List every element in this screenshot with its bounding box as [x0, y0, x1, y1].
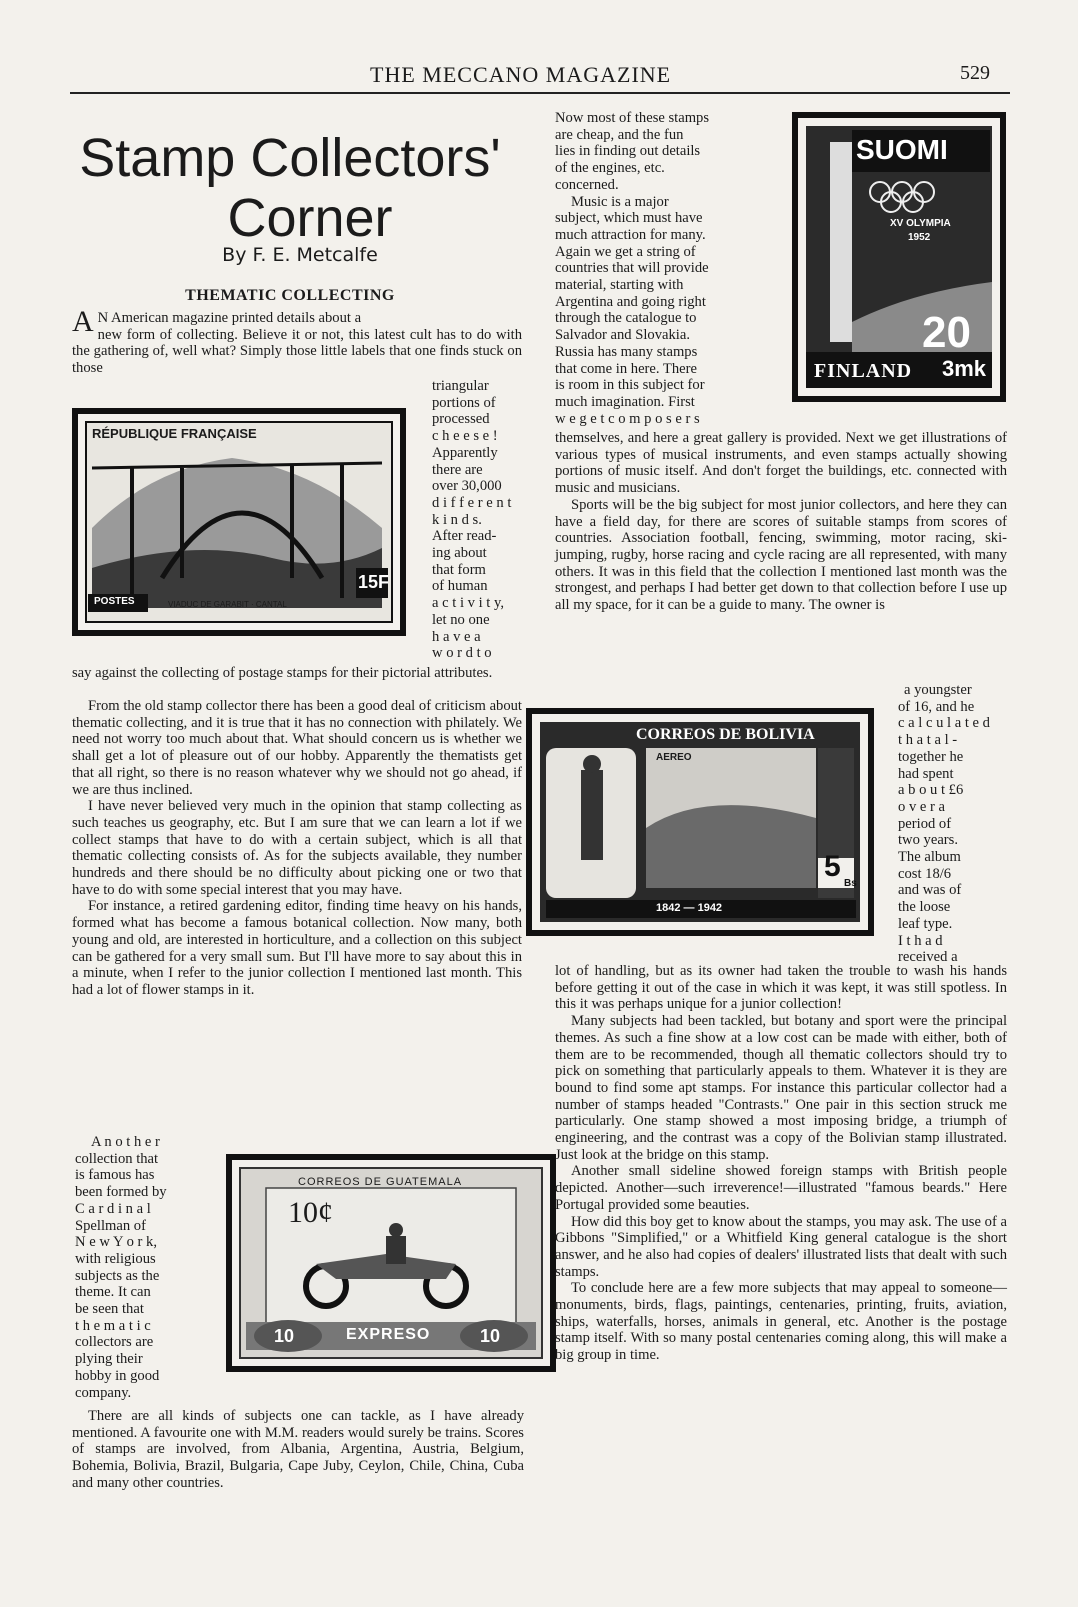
col2-paragraph-3-end: lot of handling, but as its owner had taken the trouble to wash his hands before getting it out of the case in which it was kept, it was still spotless. In this it was perhaps unique for a junior collection! [555, 963, 1007, 1013]
article-title [70, 128, 510, 248]
stamp-guatemala-corner-left: 10 [274, 1326, 295, 1346]
col2-paragraph-5: Another small sideline showed foreign stamps with British people depicted. Another—such irreverence!—illustrated "famous beards." Here Portugal provided some beauties. [555, 1163, 1007, 1213]
col1-paragraph-2: From the old stamp collector there has been a good deal of criticism about thematic collecting, and it is true that it has no connection with philately. We need not worry too much about that. What should concern us is whether we shall get a lot of pleasure out of our hobby. Apparently the thematists get that all right, so there is no reason whatever why we should not go ahead, if we are thus inclined. [72, 698, 522, 798]
title-line-1: Stamp Collectors' [79, 128, 501, 188]
title-line-2: Corner [227, 188, 393, 248]
running-head [70, 62, 1010, 94]
stamp-bolivia-unit: Bs [844, 878, 857, 889]
col2-side-text-1: Now most of these stamps are cheap, and the fun lies in finding out details of the engines, etc. concerned. Music is a major subject, which must have much attraction for many. Again we get a string of countries that will provide material, starting with Argentina and going right through the catalogue to Salvador and Slovakia. Russia has many stamps that come in here. There is room in this subject for much imagination. First w e g e t c o m p o s e r s [555, 110, 710, 427]
stamp-guatemala-expreso: EXPRESO [346, 1326, 431, 1343]
drop-cap: A [72, 305, 94, 338]
stamp-france-country: RÉPUBLIQUE FRANÇAISE [92, 426, 257, 441]
col1-body [72, 698, 522, 999]
col1-side-text-2: A n o t h e r collection that is famous has been formed by C a r d i n a l Spellman of N e w Y o r k, with religious subjects as the theme. It can be seen that t h e m a t i c collectors are plying their hobby in good company. [75, 1134, 167, 1401]
col2-paragraph-4: Many subjects had been tackled, but botany and sport were the principal themes. As such a fine show at a low cost can be made with either, both of them are to be recommended, though all thematic collectors should try to pick on something that particularly appeals to them. Whatever it is they are bound to find some apt stamps. For instance this particular collector had a number of stamps headed "Contrasts." One pair in this section struck me particularly. One stamp showed a most imposing bridge, a triumph of engineering, and the contrast was a copy of the Bolivian stamp illustrated. Just look at the bridge on this stamp. [555, 1013, 1007, 1163]
stamp-guatemala-country: CORREOS DE GUATEMALA [298, 1176, 463, 1188]
col1-paragraph-1: A N American magazine printed details about a new form of collecting. Believe it or not, this latest cult has to do with the gathering of, well what? Simply those little labels that one finds stuck on those [72, 305, 522, 377]
stamp-france-garabit-viaduct [72, 408, 406, 636]
stamp-finland-olympia [792, 112, 1006, 402]
col2-paragraph-7: To conclude here are a few more subjects that may appeal to someone—monuments, birds, flags, paintings, centenaries, printing, fruits, aviation, ships, waterfalls, horses, animals in general, etc. Another is the postage stamp itself. With so many postal centenaries coming along, this will make a big group in time. [555, 1280, 1007, 1364]
col2-paragraph-3: Sports will be the big subject for most junior collectors, and here they can have a field day, for there are scores of suitable stamps from scores of countries. Association football, fencing, swimming, motor racing, ski-jumping, rugby, horse racing and cycle racing are all represented, with many others. It was in this field that the collection I mentioned last month was the strongest, and perhaps I had better get down to that collection before I use up all my space, for it can be a guide to many. The owner is [555, 496, 1007, 614]
col2-body-1 [555, 430, 1007, 614]
section-heading: THEMATIC COLLECTING [185, 287, 395, 304]
stamp-bolivia-country: CORREOS DE BOLIVIA [636, 726, 815, 743]
stamp-bolivia-value: 5 [824, 850, 841, 883]
stamp-france-caption: VIADUC DE GARABIT · CANTAL [168, 600, 287, 609]
stamp-finland-event: XV OLYMPIA [890, 218, 951, 229]
col2-paragraph-6: How did this boy get to know about the stamps, you may ask. The use of a Gibbons "Simplified," or a Whitfield King general catalogue is the short answer, and he also had copies of dealers' illustrated lists that dealt with such stamps. [555, 1213, 1007, 1280]
stamp-bolivia-aereo-label: AEREO [656, 752, 692, 763]
stamp-france-postes: POSTES [94, 596, 135, 607]
col2-side-text-2: a youngster of 16, and he c a l c u l a t e d t h a t a l - together he had spent a b o u t £6 o v e r a period of two years. The album cost 18/6 and was of the loose leaf type. I t h a d received a [898, 682, 990, 966]
stamp-finland-name: FINLAND [814, 360, 913, 382]
col1-paragraph-3: I have never believed very much in the opinion that stamp collecting as such teaches us geography, etc. But I am sure that we can learn a lot if we collect stamps that have to do with a certain subject, which is all that thematic collecting consists of. As for the subjects available, they number hundreds and there should be no difficulty about picking one or two that have to do with some special interest that you may have. [72, 798, 522, 898]
stamp-finland-year: 1952 [908, 232, 931, 243]
col1-paragraph-1-end: say against the collecting of postage stamps for their pictorial attributes. [72, 665, 493, 681]
col1-side-text-1: triangular portions of processed c h e e s e ! Apparently there are over 30,000 d i f f e r e n t k i n d s. After read- ing about that form of human a c t i v i t y, let no one h a v e a w o r d t o [432, 378, 512, 662]
stamp-finland-unit: 3mk [942, 356, 987, 381]
stamp-guatemala-motorcycle [226, 1154, 556, 1372]
col1-paragraph-4: For instance, a retired gardening editor, finding time heavy on his hands, formed what has become a famous botanical collection. Now many, both young and old, are interested in horticulture, and a collection on this subject can be gathered for a very small sum. But I'll have more to say about this in a minute, when I refer to the junior collection I mentioned last month. This had a lot of flower stamps in it. [72, 898, 522, 998]
col1-paragraph-6: There are all kinds of subjects one can tackle, as I have already mentioned. A favourite one with M.M. readers would surely be trains. Scores of stamps are involved, from Albania, Argentina, Austria, Belgium, Bohemia, Bolivia, Brazil, Bulgaria, Cape Juby, Ceylon, Chile, China, Cuba and many other countries. [72, 1408, 524, 1491]
stamp-guatemala-value: 10¢ [288, 1196, 333, 1229]
stamp-finland-country: SUOMI [856, 134, 948, 165]
col2-paragraph-2-end: themselves, and here a great gallery is provided. Next we get illustrations of various types of musical instruments, and even stamps actually showing portions of music itself. And don't forget the buildings, etc. connected with music and musicians. [555, 430, 1007, 497]
stamp-bolivia-aereo [526, 708, 874, 936]
stamp-guatemala-corner-right: 10 [480, 1326, 501, 1346]
byline: By F. E. Metcalfe [222, 244, 378, 266]
stamp-finland-value: 20 [922, 308, 971, 357]
page-number: 529 [960, 62, 990, 84]
magazine-name: THE MECCANO MAGAZINE [370, 62, 672, 87]
stamp-france-value: 15F [358, 572, 390, 592]
col2-body-2 [555, 963, 1007, 1364]
stamp-bolivia-years: 1842 — 1942 [656, 902, 723, 914]
